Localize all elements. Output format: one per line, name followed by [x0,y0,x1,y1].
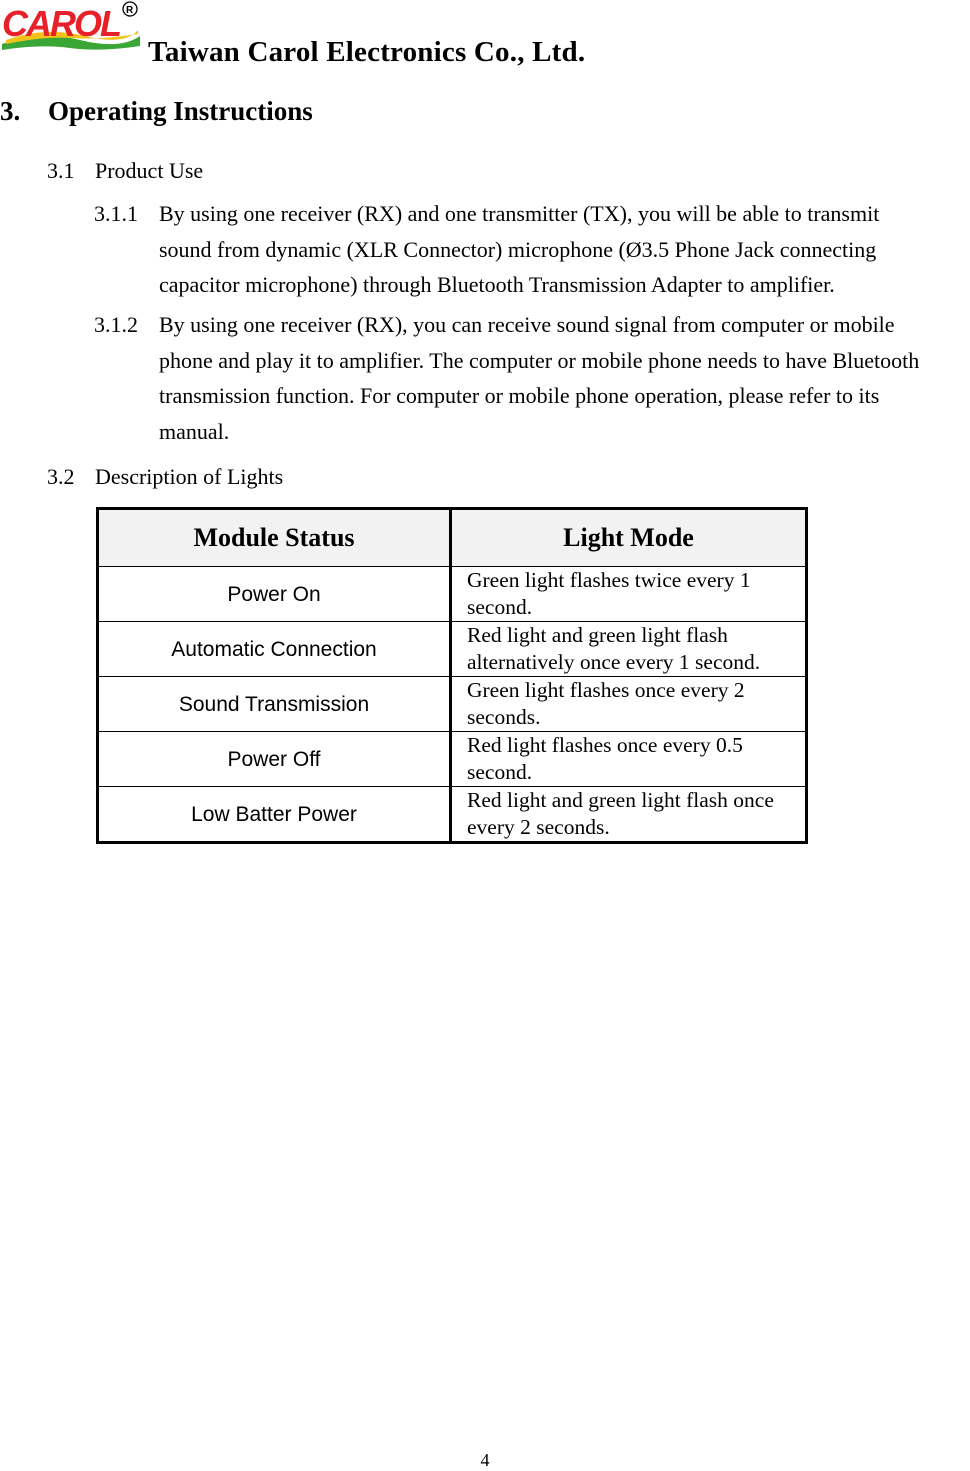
section-title: Operating Instructions [48,96,313,126]
carol-logo [0,0,142,52]
light-mode-line: Red light flashes once every 0.5 [467,733,743,757]
light-mode-cell [451,677,807,732]
subsection-number: 3.1 [47,158,75,183]
lights-table [96,507,808,844]
subsection-title: Description of Lights [95,464,284,489]
module-status-cell: Low Batter Power [98,787,451,843]
table-row [98,622,807,677]
page-number: 4 [480,1450,490,1470]
company-name: Taiwan Carol Electronics Co., Ltd. [148,36,586,68]
table-row [98,677,807,732]
item-line: By using one receiver (RX) and one transmitter (TX), you will be able to transmit [159,201,880,226]
section-number: 3. [0,96,21,126]
item-line: manual. [159,418,230,444]
module-status-cell: Automatic Connection [98,622,451,677]
item-text [159,307,970,449]
light-mode-line: Red light and green light flash [467,623,728,647]
subsection-heading [47,158,203,184]
table-row [98,732,807,787]
svg-text:CAROL: CAROL [2,3,120,44]
item-text [159,196,970,303]
section-heading [0,96,313,127]
table-header-row [98,509,807,567]
item-number: 3.1.2 [94,312,138,337]
item-number: 3.1.1 [94,201,138,226]
module-status-cell: Sound Transmission [98,677,451,732]
subsection-title: Product Use [95,158,204,183]
item-line: sound from dynamic (XLR Connector) microphone (Ø3.5 Phone Jack connecting [159,236,877,262]
light-mode-line: Green light flashes twice every 1 [467,568,751,592]
light-mode-cell [451,787,807,843]
module-status-cell: Power Off [98,732,451,787]
light-mode-line: alternatively once every 1 second. [467,650,761,674]
light-mode-cell [451,567,807,622]
light-mode-line: seconds. [467,705,541,729]
module-status-cell: Power On [98,567,451,622]
light-mode-line: Red light and green light flash once [467,788,774,812]
light-mode-cell [451,732,807,787]
subsection-number: 3.2 [47,464,75,489]
column-header-light-mode: Light Mode [451,509,807,567]
light-mode-line: second. [467,760,533,784]
item-line: capacitor microphone) through Bluetooth Transmission Adapter to amplifier. [159,272,835,297]
item-line: transmission function. For computer or mobile phone operation, please refer to its [159,383,880,408]
light-mode-line: second. [467,595,533,619]
column-header-module-status: Module Status [98,509,451,567]
item-line: phone and play it to amplifier. The computer or mobile phone needs to have Bluetooth [159,347,920,373]
item-line: By using one receiver (RX), you can receive sound signal from computer or mobile [159,312,895,337]
table-row [98,787,807,843]
subsection-heading [47,464,283,490]
table-row [98,567,807,622]
svg-text:R: R [126,5,134,16]
light-mode-cell [451,622,807,677]
light-mode-line: every 2 seconds. [467,815,610,839]
light-mode-line: Green light flashes once every 2 [467,678,745,702]
